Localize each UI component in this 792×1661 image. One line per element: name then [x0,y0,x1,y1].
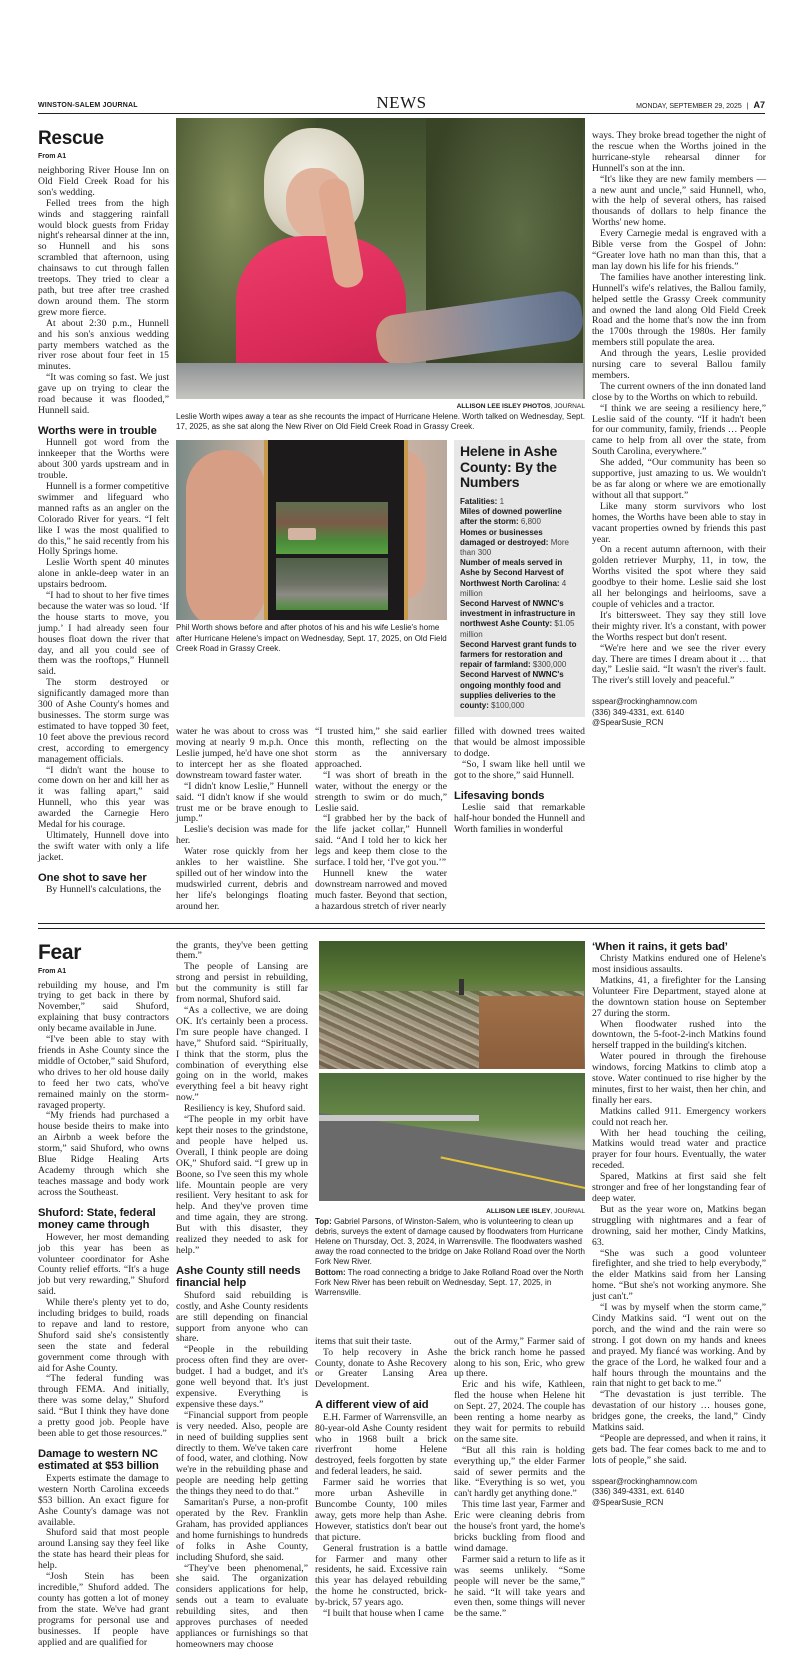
paragraph: “Financial support from people is very needed. Also, people are in need of building supplies sent directly to them. We've taken care of food, water, and clothing. Now we're in the rebuilding phase and people are needing help getting the things they need to do that.” [176,1409,308,1498]
photo-caption [315,1217,585,1299]
subhead: One shot to save her [38,871,147,884]
paragraph: But as the year wore on, Matkins began struggling with nightmares and a fear of drowning, said her mother, Cindy Matkins, 63. [592,1203,766,1248]
contact-line: (336) 349-4331, ext. 6140 [592,707,685,717]
paragraph: “People in the rebuilding process often find they are over-budget. I had a budget, and it's gone well beyond that. It's just expensive. Everything is expensive these days.” [176,1344,308,1410]
stat-item [460,528,579,559]
contact-line: @SpearSusie_RCN [592,718,664,728]
paragraph: “She was such a good volunteer firefighter, and she tried to help everybody,” the elder Matkins said from her Lansing home. “But she's not working anymore. She just can't.” [592,1247,766,1303]
stat-item [460,558,579,599]
paragraph: water he was about to cross was moving at nearly 9 m.p.h. Once Leslie jumped, he'd have one shot to intercept her as she floated downstream toward faster water. [176,726,308,781]
photo-debris-top [319,941,585,1069]
paragraph: Water rose quickly from her ankles to her waistline. She spilled out of her window into the mudswirled current, debris and her life's belongings floating around her. [176,846,308,912]
jump-line: From A1 [38,967,67,975]
story-headline-rescue: Rescue [38,128,104,149]
infobox-items [460,497,579,711]
paragraph: Experts estimate the damage to western North Carolina exceeds $53 billion. An exact figure for Ashe County's damage was not available. [38,1472,169,1528]
paragraph: Samaritan's Purse, a non-profit operated by the Rev. Franklin Graham, has provided appliances and home furnishings to hundreds of folks in Ashe County, including Shuford, she said. [176,1497,308,1563]
subhead: Shuford: State, federal money came through [38,1206,156,1232]
rescue-lead-column [38,118,169,896]
caption-bottom: Bottom: The road connecting a bridge to Jake Rolland Road over the North Fork New River has been rebuilt on Wednesday, Sept. 17, 2025, in Warrensville. [315,1267,584,1297]
paragraph: While there's plenty yet to do, including bridges to build, roads to repave and land to restore, Shuford said she's consistently seen the state and federal government come through with aid for Ashe County. [38,1297,169,1374]
paragraph: “The people in my orbit have kept their noses to the grindstone, and people have helped us. Overall, I think people are doing OK,” Shuford said. “I grew up in Boone, so I've seen this my whole life. Mountain people are very resilient. Very hesitant to ask for help. And they've proven time and time again, they are strong. But with this disaster, they realized they needed to ask for help.” [176,1114,308,1256]
rescue-column-1 [38,166,169,896]
caption-top: Top: Gabriel Parsons, of Winston-Salem, who is volunteering to clean up debris, surveys the extent of damage caused by floodwaters from Hurricane Helene on Thursday, Oct. 3, 2024, in Warrensville. The floodwaters washed away the road connected to the bridge on Jake Rolland Road over the North Fork New River. [315,1216,585,1267]
stat-label: Second Harvest of NWNC's ongoing monthly food and supplies deliveries to the county: [460,670,564,710]
paragraph: Leslie said that remarkable half-hour bonded the Hunnell and Worth families in wonderful [454,802,585,836]
paragraph: ways. They broke bread together the night of the rescue when the Worths joined in the hurricane-style rehearsal dinner for Hunnell's son at the inn. [592,130,766,174]
paragraph: And through the years, Leslie provided nursing care to several Ballou family members. [592,348,766,381]
paragraph: “The devastation is just terrible. The devastation of our history … houses gone, bridges gone, the creeks, the land,” Cindy Matkins said. [592,1389,766,1434]
paragraph: Farmer said a return to life as it was seems unlikely. “Some people will never be the same,” he said. “It will take years and even then, some things will never be the same.” [454,1553,585,1620]
paragraph: “It's like they are new family members — a new aunt and uncle,” said Hunnell, who, with the help of several others, has raised thousands of dollars to help finance the Worths' new home. [592,173,766,229]
fear-lead-column [38,941,169,1649]
paragraph: Shuford said that most people around Lansing say they feel like the state has heard their pleas for help. [38,1527,169,1572]
paragraph: filled with downed trees waited that would be almost impossible to dodge. [454,726,585,759]
fear-column-1 [38,981,169,1649]
fear-column-3 [315,1337,447,1620]
stat-value: 4 million [460,578,567,598]
by-the-numbers-box [454,440,585,717]
paragraph: out of the Army,” Farmer said of the brick ranch home he passed along to his son, Eric, who grew up there. [454,1335,585,1380]
photo-credit: ALLISON LEE ISLEY, JOURNAL [486,1207,585,1215]
reporter-contact [592,697,766,729]
section-name: NEWS [376,93,427,112]
fear-story [38,941,766,1651]
stat-value: $1.05 million [460,619,575,639]
photo-caption: Phil Worth shows before and after photos of his and his wife Leslie's home after Hurricane Helene's impact on Wednesday, Sept. 17, 2025, on Old Field Creek Road in Grassy Creek. [176,623,447,653]
paragraph: Felled trees from the high winds and staggering rainfall would block guests from Friday night's rehearsal dinner at the inn, so Hunnell and his sons scrambled that afternoon, using chainsaws to cut through fallen treetops. They tried to clear a path, but tree after tree crashed down around them. The storm grew more fierce. [38,197,169,318]
paragraph: The families have another interesting link. Hunnell's wife's relatives, the Ballou family, helped settle the Grassy Creek community and owned the land along Old Field Creek Road and the home that's now the inn from the 1700s through the 1980s. Her family members still populate the area. [592,271,766,349]
paragraph: Resiliency is key, Shuford said. [184,1103,306,1115]
paragraph: “I built that house when I came [323,1608,444,1620]
stat-value: 1 [499,496,505,506]
fear-column-4 [454,1337,585,1621]
paragraph: Eric and his wife, Kathleen, fled the house when Helene hit on Sept. 27, 2024. The couple has been renting a home nearby as they wait for permits to rebuild on the same site. [454,1379,585,1445]
paragraph: E.H. Farmer of Warrensville, an 80-year-old Ashe County resident who in 1968 built a brick riverfront home Helene destroyed, feels forgotten by state and federal leaders, he said. [315,1411,447,1478]
paragraph: This time last year, Farmer and Eric were cleaning debris from the house's front yard, the home's bricks buckling from flood and wind damage. [454,1499,585,1554]
contact-line: @SpearSusie_RCN [592,1497,664,1507]
fear-column-5 [592,941,766,1509]
stat-label: Fatalities: [460,496,498,506]
paragraph: the grants, they've been getting them.” [176,939,308,962]
subhead: ‘When it rains, it gets bad’ [592,940,728,953]
subhead: Lifesaving bonds [454,789,545,802]
reporter-contact [592,1477,766,1509]
paragraph: On a recent autumn afternoon, with their golden retriever Murphy, 11, in tow, the Worths visited the spot where they said goodbye to their home. Leslie said she lost all her belongings and heirlooms, save a couple of vehicles and a tractor. [592,544,766,610]
paragraph: The current owners of the inn donated land close by to the Worths on which to rebuild. [592,380,766,403]
photo-block-leslie [176,118,585,440]
paragraph: Hunnell got word from the innkeeper that the Worths were about 300 yards upstream and in trouble. [38,437,169,482]
paragraph: “I trusted him,” she said earlier this month, reflecting on the storm as the anniversary approached. [315,726,447,770]
photo-block-phone [176,440,447,662]
newspaper-name: WINSTON-SALEM JOURNAL [38,102,138,109]
paragraph: rebuilding my house, and I'm trying to get back in there by November,” said Shuford, explaining that busy contractors only became available in June. [38,979,169,1035]
story-divider [38,923,765,929]
paragraph: Every Carnegie medal is engraved with a Bible verse from the Gospel of John: “Greater love hath no man than this, that a man lay down his life for his friends.” [592,228,766,272]
paragraph: “I had to shout to her five times because the water was so loud. ‘If the house starts to move, you jump.’ I had already seen four houses float down the river that day, and all you could see of them was the rooftops,” Hunnell said. [38,590,169,678]
paragraph: Shuford said rebuilding is costly, and Ashe County residents are still depending on financial support from anyone who can share. [176,1289,308,1345]
paragraph: “The federal funding was through FEMA. And initially, there was some delay,” Shuford said. “But I think they have done a pretty good job. People have been able to get those resources.” [38,1373,169,1440]
paragraph: Matkins called 911. Emergency workers could not reach her. [592,1105,766,1128]
paragraph: “I didn't know Leslie,” Hunnell said. “I didn't know if she would trust me or be brave enough to jump.” [176,780,308,825]
paragraph: With her head touching the ceiling, Matkins would tread water and practice prayer for four hours. Eventually, the water receded. [592,1127,766,1172]
paragraph: “People are depressed, and when it rains, it gets bad. The fear comes back to me and to lots of people,” she said. [592,1432,766,1466]
stat-label: Second Harvest of NWNC's investment in infrastructure in northwest Ashe County: [460,598,576,629]
subhead: Ashe County still needs financial help [176,1264,301,1290]
paragraph: “I grabbed her by the back of the life jacket collar,” Hunnell said. “And I told her to kick her legs and keep them close to the surface. I told her, ‘I've got you.’” [315,813,447,869]
subhead: A different view of aid [315,1399,429,1412]
fear-column-2 [176,941,308,1651]
paragraph: “As a collective, we are doing OK. It's certainly been a process. I'm sure people have changed. I have,” Shuford said. “Spiritually, I think that the storm, plus the combination of everything else going on in the world, makes everything feel a bit heavy right now.” [176,1005,308,1104]
infobox-title: Helene in Ashe County: By the Numbers [460,443,558,491]
photo-caption: Leslie Worth wipes away a tear as she recounts the impact of Hurricane Helene. Worth talked on Wednesday, Sept. 17, 2025, as she sat along the New River on Old Field Creek Road in Grassy Creek. [176,412,585,432]
stat-item [460,640,579,671]
stat-value: More than 300 [460,537,569,557]
paragraph: “I think we are seeing a resiliency here,” Leslie said of the county. “If it hadn't been for our community, family, friends … People came to help from all over the state, from South Carolina, everywhere.” [592,402,766,458]
photo-phone-before-after [176,440,447,620]
rescue-column-5 [592,118,766,729]
paragraph: “We're here and we see the river every day. There are times I dream about it … that day,” Leslie said. “It wasn't the river's fault. The river's still lovely and peaceful.” [592,642,766,687]
paragraph: “They've been phenomenal,” she said. The organization considers applications for help, sends out a team to evaluate rebuilding sites, and then approves purchases of needed appliances or furnishings so that homeowners may choose [176,1562,308,1650]
rescue-column-3 [315,727,447,912]
contact-line: sspear@rockinghamnow.com [592,1476,698,1486]
paragraph: “My friends had purchased a house beside theirs to make into an Airbnb a week before the storm,” said Shuford, who owns Blue Ridge Healing Arts Academy through which she teaches massage and body work across the Southeast. [38,1110,169,1198]
paragraph: “So, I swam like hell until we got to the shore,” said Hunnell. [454,758,585,781]
paragraph: “I didn't want the house to come down on her and kill her as it was falling apart,” said Hunnell, who this year was awarded the Carnegie Hero Medal for his courage. [38,764,169,831]
page-number: A7 [753,100,765,110]
stat-label: Homes or businesses damaged or destroyed: [460,527,549,547]
issue-date: MONDAY, SEPTEMBER 29, 2025 [636,103,742,110]
photo-road-bottom [319,1073,585,1201]
paragraph: It's bittersweet. They say they still love their mighty river. It's a constant, with power the Worths respect but don't resent. [592,609,766,643]
separator: | [746,103,749,110]
paragraph: neighboring River House Inn on Old Field Creek Road for his son's wedding. [38,165,169,198]
paragraph: Leslie's decision was made for her. [176,824,308,847]
contact-line: sspear@rockinghamnow.com [592,697,698,707]
paragraph: When floodwater rushed into the downtown, the 5-foot-2-inch Matkins found herself trapped in the building's kitchen. [592,1018,766,1052]
contact-line: (336) 349-4331, ext. 6140 [592,1487,685,1497]
paragraph: “It was coming so fast. We just gave up on trying to clear the road because it was flooded,” Hunnell said. [38,372,169,416]
stat-label: Miles of downed powerline after the storm: [460,507,562,527]
paragraph: The people of Lansing are strong and persist in rebuilding, but the community is still far from normal, Shuford said. [176,961,308,1006]
paragraph: Hunnell knew the water downstream narrowed and moved much faster. Beyond that section, a hazardous stretch of river nearly [315,867,447,912]
subhead: Worths were in trouble [38,424,157,437]
stat-item [460,670,579,711]
paragraph: “Josh Stein has been incredible,” Shuford added. The county has gotten a lot of money from the state. We've had grant programs for personal use and businesses. If people have applied and are qualified for [38,1571,169,1648]
paragraph: “But all this rain is holding everything up,” the elder Farmer said of sewer permits and the like. “Everything is so wet, you can't hardly get anything done.” [454,1444,585,1500]
story-headline-fear: Fear [38,940,82,964]
paragraph: At about 2:30 p.m., Hunnell and his son's anxious wedding party members watched as the river rose about four feet in 15 minutes. [38,317,169,373]
rescue-column-2 [176,727,308,912]
paragraph: However, her most demanding job this year has been as volunteer coordinator for Ashe County relief efforts. “It's a huge job but very rewarding,” Shuford said. [38,1231,169,1298]
page-dateline [565,100,765,112]
paragraph: items that suit their taste. [315,1335,412,1347]
stat-value: 6,800 [520,517,541,527]
paragraph: Matkins, 41, a firefighter for the Lansing Volunteer Fire Department, stayed alone at the downtown station house on September 27 during the storm. [592,974,766,1019]
jump-line: From A1 [38,153,67,160]
paragraph: She added, “Our community has been so supportive, just amazing to us. We wouldn't be as far along or where we are emotionally without all that support.” [592,457,766,501]
masthead [38,0,765,114]
stat-label: Number of meals served in Ashe by Second Harvest of Northwest North Carolina: [460,558,564,588]
paragraph: Farmer said he worries that more urban Asheville in Buncombe County, 100 miles away, gets more help than Ashe. However, statistics don't bear out that picture. [315,1477,447,1543]
paragraph: Like many storm survivors who lost homes, the Worths have been able to stay in vacant properties owned by friends this past year. [592,500,766,545]
page-bottom-spacer [0,1651,792,1661]
rescue-story [38,118,766,913]
paragraph: By Hunnell's calculations, the [46,884,162,896]
paragraph: To help recovery in Ashe County, donate to Ashe Recovery or Greater Lansing Area Development. [315,1346,447,1391]
paragraph: Hunnell is a former competitive swimmer and lifeguard who manned rafts as an angler on the Colorado River for years. “I felt like I was the most qualified to do this,” he said recently from his Holly Springs home. [38,480,169,558]
stat-value: $300,000 [532,660,567,670]
stat-item [460,497,579,507]
stat-value: $100,000 [491,700,525,710]
paragraph: Spared, Matkins at first said she felt stronger and free of her longstanding fear of deep water. [592,1171,766,1205]
paragraph: “I was short of breath in the water, without the energy or the strength to swim or do much,” Leslie said. [315,769,447,814]
paragraph: “I've been able to stay with friends in Ashe County since the middle of October,” said Shuford, who drives to her old house daily to feed her two cats, who've remained mainly on the storm-ravaged property. [38,1034,169,1111]
paragraph: Christy Matkins endured one of Helene's most insidious assaults. [592,953,766,975]
paragraph: Water poured in through the firehouse windows, forcing Matkins to climb atop a stove. Water continued to rise higher by the minutes, first to her waist, then her chin, and finally her ears. [592,1051,766,1106]
stat-label: Second Harvest grant funds to farmers for restoration and repair of farmland: [460,639,577,670]
subhead: Damage to western NC estimated at $53 billion [38,1447,159,1473]
photo-credit: ALLISON LEE ISLEY PHOTOS, JOURNAL [456,403,585,410]
stat-item [460,507,579,527]
paragraph: General frustration is a battle for Farmer and many other residents, he said. Excessive rain this year has delayed rebuilding the home he constructed, brick-by-brick, 57 years ago. [315,1542,447,1609]
paragraph: Ultimately, Hunnell dove into the swift water with only a life jacket. [38,829,169,863]
photo-block-warrensville [315,941,585,1307]
paragraph: “I was by myself when the storm came,” Cindy Matkins said. “I went out on the porch, and the wind and the rain were so strong. I got down on my hands and knees and prayed. My fiancé was working. And by the grace of the Lord, he walked four and a half hours through the mountains and the rain that night to get back to me.” [592,1302,766,1390]
paragraph: The storm destroyed or significantly damaged more than 300 of Ashe County's homes and businesses. The storm surge was estimated to have topped 30 feet, 10 feet above the previous record crest, according to emergency management officials. [38,677,169,765]
rescue-column-4 [454,727,585,836]
photo-leslie-worth [176,118,585,399]
paragraph: Leslie Worth spent 40 minutes alone in ankle-deep water in an upstairs bedroom. [38,557,169,591]
stat-item [460,599,579,640]
